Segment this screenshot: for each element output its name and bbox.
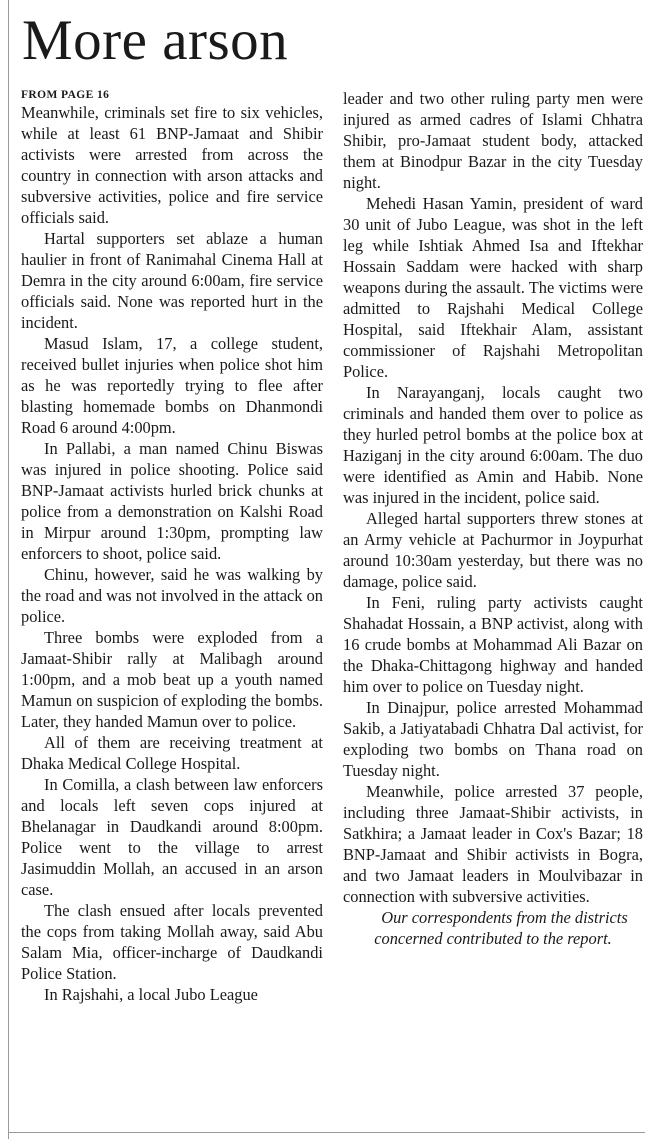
- paragraph: Hartal supporters set ablaze a human haulier in front of Ranimahal Cinema Hall at Demra in the city around 6:00am, fire service officials said. None was reported hurt in the incident.: [21, 229, 323, 332]
- paragraph: Masud Islam, 17, a college student, received bullet injuries when police shot him as he was reportedly trying to flee after blasting homemade bombs on Dhanmondi Road 6 around 4:00pm.: [21, 334, 323, 437]
- paragraph: Chinu, however, said he was walking by the road and was not involved in the attack on police.: [21, 565, 323, 626]
- article-column-2: [343, 88, 643, 949]
- paragraph: In Rajshahi, a local Jubo League: [44, 985, 258, 1004]
- paragraph: Meanwhile, police arrested 37 people, including three Jamaat-Shibir activists, in Satkhira; a Jamaat leader in Cox's Bazar; 18 BNP-Jamaat and Shibir activists in Bogra, and two Jamaat leaders in Moulvibazar in connection with subversive activities.: [343, 782, 643, 906]
- paragraph: In Dinajpur, police arrested Mohammad Sakib, a Jatiyatabadi Chhatra Dal activist, for exploding two bombs on Thana road on Tuesday night.: [343, 698, 643, 780]
- paragraph: All of them are receiving treatment at Dhaka Medical College Hospital.: [21, 733, 323, 773]
- contributor-credit: Our correspondents from the districts concerned contributed to the report.: [374, 908, 628, 948]
- paragraph: leader and two other ruling party men were injured as armed cadres of Islami Chhatra Shibir, pro-Jamaat student body, attacked them at Binodpur Bazar in the city Tuesday night.: [343, 89, 643, 192]
- paragraph: Three bombs were exploded from a Jamaat-Shibir rally at Malibagh around 1:00pm, and a mob beat up a youth named Mamun on suspicion of exploding the bombs. Later, they handed Mamun over to police.: [21, 628, 323, 731]
- headline: More arson: [22, 9, 289, 72]
- bottom-border-rule: [8, 1132, 645, 1133]
- paragraph: In Feni, ruling party activists caught Shahadat Hossain, a BNP activist, along with 16 crude bombs at Mohammad Ali Bazar on the Dhaka-Chittagong highway and handed him over to police on Tuesday night.: [343, 593, 643, 696]
- left-border-rule: [8, 0, 9, 1139]
- paragraph: Meanwhile, criminals set fire to six vehicles, while at least 61 BNP-Jamaat and Shibir activists were arrested from across the country in connection with arson attacks and subversive activities, police and fire service officials said.: [21, 103, 323, 227]
- article-column-1: [21, 88, 323, 1005]
- paragraph: Alleged hartal supporters threw stones at an Army vehicle at Pachurmor in Joypurhat around 10:30am yesterday, but there was no damage, police said.: [343, 509, 643, 591]
- paragraph: Mehedi Hasan Yamin, president of ward 30 unit of Jubo League, was shot in the left leg while Ishtiak Ahmed Isa and Iftekhar Hossain Saddam were hacked with sharp weapons during the assault. The victims were admitted to Rajshahi Medical College Hospital, said Iftekhair Alam, assistant commissioner of Rajshahi Metropolitan Police.: [343, 194, 643, 381]
- dateline: FROM PAGE 16: [21, 89, 110, 101]
- paragraph: In Comilla, a clash between law enforcers and locals left seven cops injured at Bhelanagar in Daudkandi around 8:00pm. Police went to the village to arrest Jasimuddin Mollah, an accused in an arson case.: [21, 775, 323, 899]
- paragraph: The clash ensued after locals prevented the cops from taking Mollah away, said Abu Salam Mia, officer-incharge of Daudkandi Police Station.: [21, 901, 323, 983]
- paragraph: In Narayanganj, locals caught two criminals and handed them over to police as they hurled petrol bombs at the police box at Haziganj in the city around 6:00am. The duo were identified as Amin and Habib. None was injured in the incident, police said.: [343, 383, 643, 507]
- paragraph: In Pallabi, a man named Chinu Biswas was injured in police shooting. Police said BNP-Jamaat activists hurled brick chunks at police from a demonstration on Kalshi Road in Mirpur around 1:30pm, prompting law enforcers to shoot, police said.: [21, 439, 323, 563]
